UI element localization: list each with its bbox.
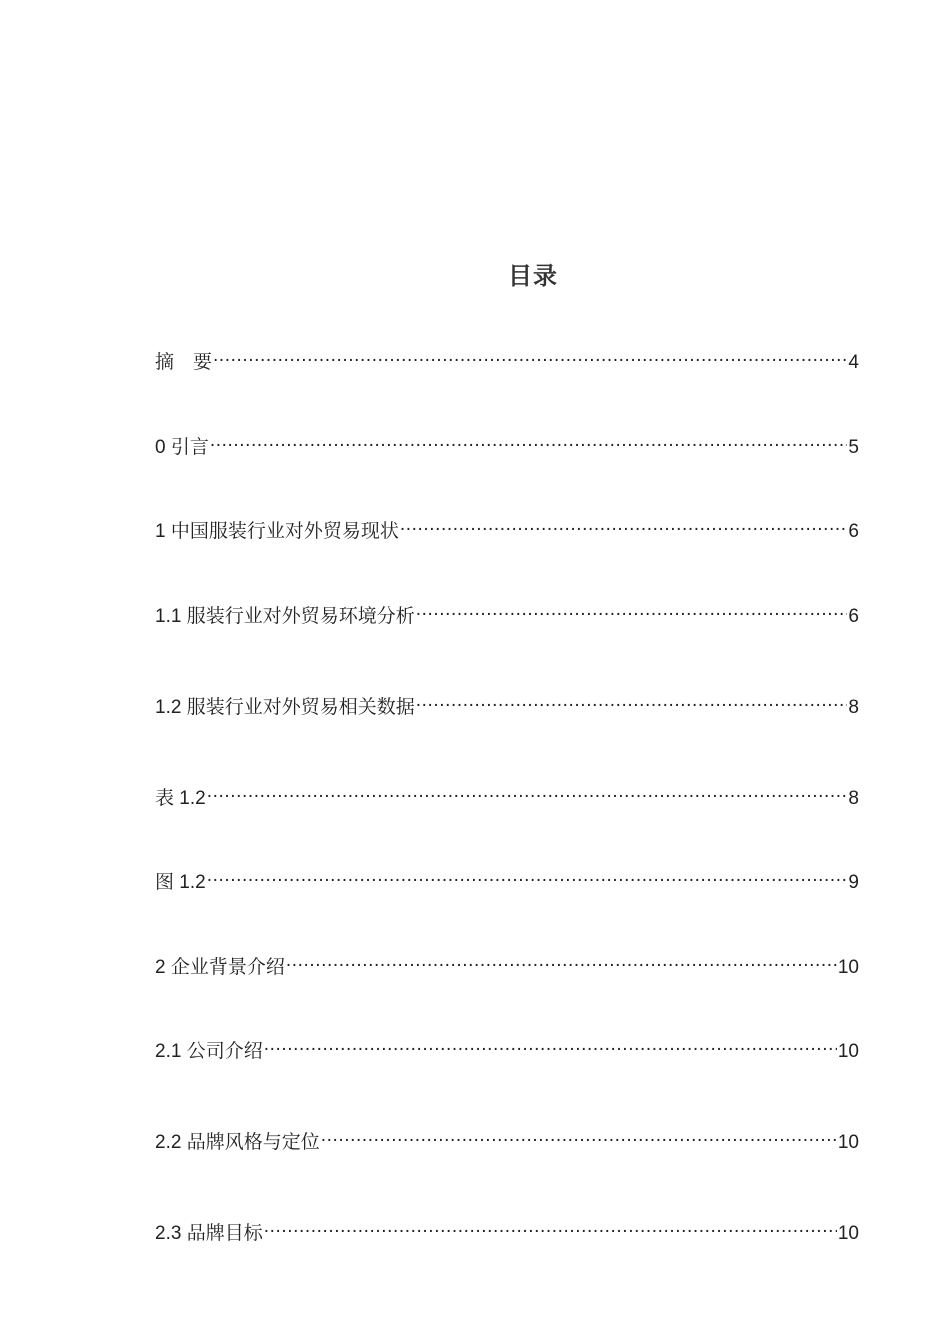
toc-entry-label: 2 企业背景介绍 xyxy=(155,957,285,978)
toc-entry-page: 10 xyxy=(837,1041,859,1062)
toc-entry-section-2-3[interactable] xyxy=(155,1215,859,1246)
toc-entry-label: 表 1.2 xyxy=(155,788,206,809)
toc-leader-dots xyxy=(264,1215,837,1239)
toc-leader-dots xyxy=(286,949,837,973)
toc-entry-page: 10 xyxy=(837,1223,859,1244)
toc-entry-section-1-1[interactable] xyxy=(155,598,859,629)
toc-entry-label: 2.3 品牌目标 xyxy=(155,1223,263,1244)
toc-entry-label: 图 1.2 xyxy=(155,872,206,893)
toc-entry-label: 摘 要 xyxy=(155,352,213,373)
toc-entry-page: 9 xyxy=(848,872,859,893)
toc-leader-dots xyxy=(210,429,848,453)
toc-title: 目录 xyxy=(508,263,558,290)
toc-entry-label: 0 引言 xyxy=(155,437,209,458)
toc-leader-dots xyxy=(416,689,848,713)
toc-leader-dots xyxy=(213,344,847,368)
toc-entry-section-2-1[interactable] xyxy=(155,1033,859,1064)
toc-entry-page: 5 xyxy=(848,437,859,458)
toc-entry-page: 6 xyxy=(848,521,859,542)
toc-leader-dots xyxy=(207,864,848,888)
toc-entry-abstract[interactable] xyxy=(155,344,859,375)
toc-entry-table-1-2[interactable] xyxy=(155,780,859,811)
toc-leader-dots xyxy=(400,513,848,537)
toc-entry-label: 1.1 服装行业对外贸易环境分析 xyxy=(155,606,415,627)
toc-entry-page: 8 xyxy=(848,788,859,809)
toc-entry-page: 8 xyxy=(848,697,859,718)
toc-leader-dots xyxy=(321,1124,837,1148)
toc-entry-page: 10 xyxy=(837,957,859,978)
toc-entry-chapter-2[interactable] xyxy=(155,949,859,980)
toc-entry-section-1-2[interactable] xyxy=(155,689,859,720)
toc-entry-section-2-2[interactable] xyxy=(155,1124,859,1155)
toc-entry-label: 2.1 公司介绍 xyxy=(155,1041,263,1062)
toc-leader-dots xyxy=(207,780,848,804)
toc-entry-figure-1-2[interactable] xyxy=(155,864,859,895)
toc-entry-label: 1 中国服装行业对外贸易现状 xyxy=(155,521,399,542)
toc-entry-chapter-1[interactable] xyxy=(155,513,859,544)
toc-entry-label: 2.2 品牌风格与定位 xyxy=(155,1132,320,1153)
toc-leader-dots xyxy=(264,1033,837,1057)
toc-leader-dots xyxy=(416,598,848,622)
toc-entry-page: 4 xyxy=(848,352,859,373)
toc-entry-label: 1.2 服装行业对外贸易相关数据 xyxy=(155,697,415,718)
toc-entry-introduction[interactable] xyxy=(155,429,859,460)
toc-entry-page: 6 xyxy=(848,606,859,627)
toc-entry-page: 10 xyxy=(837,1132,859,1153)
